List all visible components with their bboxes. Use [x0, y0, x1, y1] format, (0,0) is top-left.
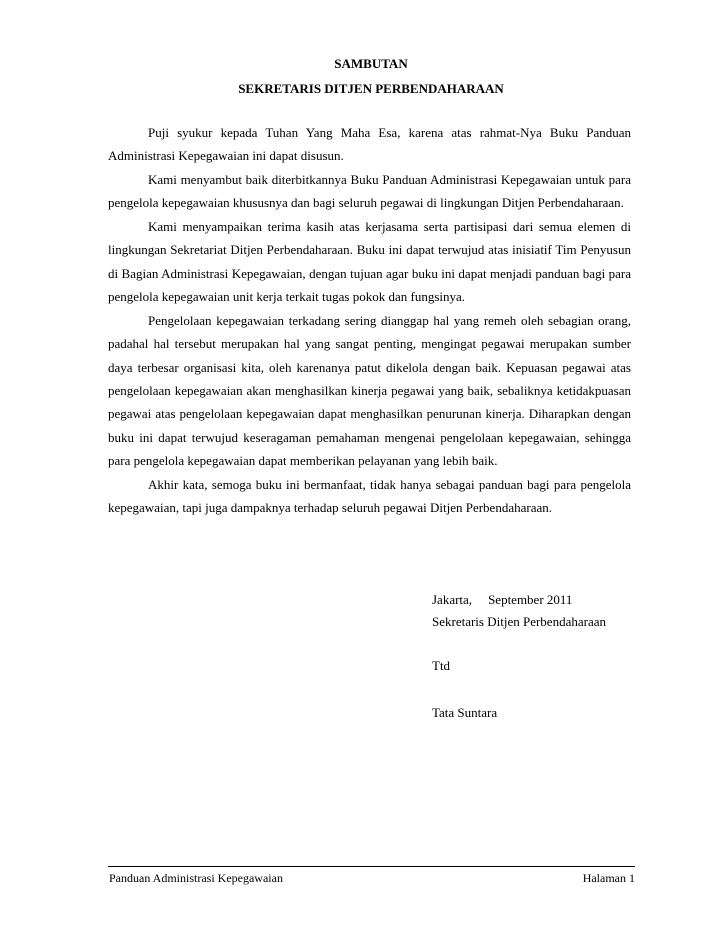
paragraph-2: Kami menyambut baik diterbitkannya Buku Panduan Administrasi Kepegawaian untuk para pengelola kepegawaian khususnya dan bagi seluruh pegawai di lingkungan Ditjen Perbendaharaan.	[108, 171, 631, 211]
signature-ttd: Ttd	[432, 658, 451, 673]
paragraph-5: Akhir kata, semoga buku ini bermanfaat, tidak hanya sebagai panduan bagi para pengelola kepegawaian, tapi juga dampaknya terhadap seluruh pegawai Ditjen Perbendaharaan.	[108, 476, 631, 516]
page-footer	[108, 866, 635, 886]
signature-date: September 2011	[488, 592, 573, 607]
signature-name: Tata Suntara	[432, 705, 498, 720]
heading-subtitle: SEKRETARIS DITJEN PERBENDAHARAAN	[238, 81, 504, 96]
paragraph-1: Puji syukur kepada Tuhan Yang Maha Esa, karena atas rahmat-Nya Buku Panduan Administrasi Kepegawaian ini dapat disusun.	[108, 125, 631, 164]
footer-page-number: Halaman 1	[582, 871, 635, 885]
signature-title: Sekretaris Ditjen Perbendaharaan	[432, 614, 606, 629]
paragraph-3: Kami menyampaikan terima kasih atas kerjasama serta partisipasi dari semua elemen di lingkungan Sekretariat Ditjen Perbendaharaan. Buku ini dapat terwujud atas inisiatif Tim Penyusun di Bagian Administrasi Kepegawaian, dengan tujuan agar buku ini dapat menjadi panduan bagi para pengelola kepegawaian unit kerja terkait tugas pokok dan fungsinya.	[108, 218, 631, 305]
body-text	[108, 121, 631, 520]
heading-title: SAMBUTAN	[334, 56, 408, 71]
signature-place-date	[432, 592, 572, 608]
paragraph-4: Pengelolaan kepegawaian terkadang sering dianggap hal yang remeh oleh sebagian orang, padahal hal tersebut merupakan hal yang sangat penting, mengingat pegawai merupakan sumber daya terbesar organisasi kita, oleh karenanya patut dikelola dengan baik. Kepuasan pegawai atas pengelolaan kepegawaian akan menghasilkan kinerja pegawai yang baik, sebaliknya ketidakpuasan pegawai atas pengelolaan kepegawaian dapat menghasilkan penurunan kinerja. Diharapkan dengan buku ini dapat terwujud keseragaman pemahaman mengenai pengelolaan kepegawaian, sehingga para pengelola kepegawaian dapat memberikan pelayanan yang lebih baik.	[108, 312, 631, 469]
footer-document-title: Panduan Administrasi Kepegawaian	[109, 871, 283, 885]
signature-place: Jakarta,	[432, 592, 473, 607]
